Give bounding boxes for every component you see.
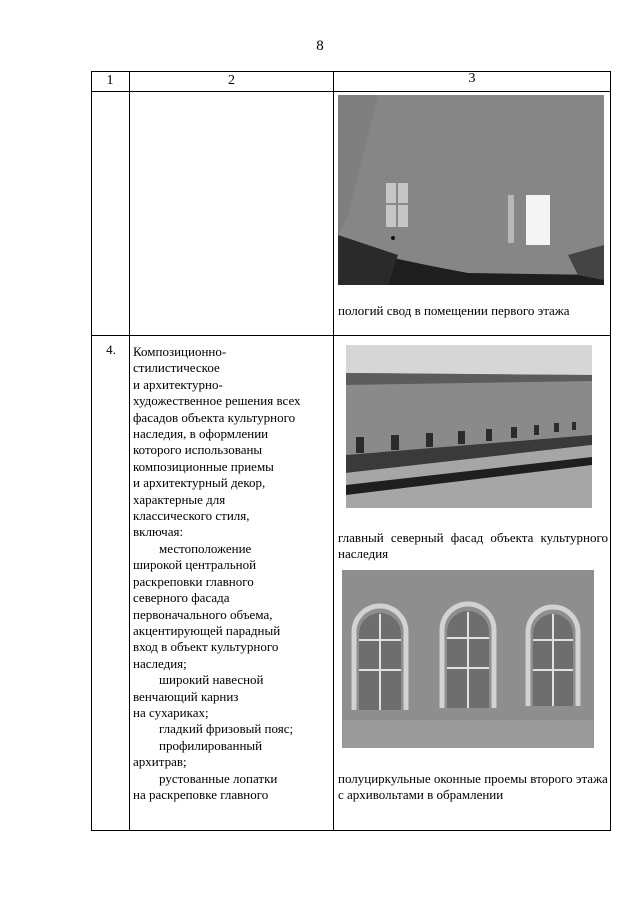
vault-caption: пологий свод в помещении первого этажа [338, 303, 570, 318]
text-line: местоположение [159, 540, 252, 556]
text-line: первоначального объема, [133, 606, 273, 622]
row-number: 4. [106, 342, 116, 357]
table-right-border [610, 71, 611, 831]
text-line: Композиционно- [133, 344, 227, 359]
text-line: рустованные лопатки [159, 770, 278, 786]
text-line: наследия, в оформлении [133, 426, 269, 442]
text-line: включая: [133, 524, 184, 540]
text-line: классического стиля, [133, 508, 250, 524]
text-line: венчающий карниз [133, 688, 239, 704]
text-line: характерные для [133, 491, 226, 507]
column-divider-1 [129, 71, 130, 831]
text-line: художественное решения всех [133, 393, 301, 409]
text-line: и архитектурный декор, [133, 475, 266, 491]
table-bottom-border [91, 830, 610, 831]
column-header-3: 3 [468, 71, 476, 86]
text-line: раскреповки главного [133, 573, 254, 589]
text-line: которого использованы [133, 442, 263, 458]
text-line: широкий навесной [159, 672, 264, 688]
text-line: на сухариках; [133, 704, 209, 720]
page-number: 8 [316, 38, 324, 54]
windows-caption: полуциркульные оконные проемы второго этажа с архивольтами в обрамлении [338, 771, 608, 803]
text-line: и архитектурно- [133, 376, 223, 392]
text-line: фасадов объекта культурного [133, 409, 296, 425]
text-line: стилистическое [133, 360, 220, 376]
text-line: широкой центральной [133, 557, 257, 573]
row-divider [91, 335, 610, 336]
vault-ceiling-photo [338, 95, 604, 285]
arched-windows-photo [342, 570, 594, 748]
text-line: на раскреповке главного [133, 786, 269, 802]
text-line: наследия; [133, 655, 187, 671]
column-divider-2 [333, 71, 334, 831]
text-line: архитрав; [133, 754, 187, 770]
text-line: гладкий фризовый пояс; [159, 721, 294, 737]
column-header-2: 2 [228, 73, 235, 88]
column-header-1: 1 [106, 73, 114, 88]
text-line: северного фасада [133, 590, 230, 606]
text-line: профилированный [159, 737, 263, 753]
north-facade-photo [346, 345, 592, 508]
header-bottom-border [91, 91, 610, 92]
text-line: композиционные приемы [133, 458, 274, 474]
text-line: акцентирующей парадный [133, 622, 281, 638]
text-line: вход в объект культурного [133, 639, 279, 655]
facade-caption-text: главный северный фасад объекта культурного наследия [338, 530, 608, 562]
table-left-border [91, 71, 92, 831]
description-text [133, 344, 326, 803]
facade-caption [338, 530, 608, 563]
